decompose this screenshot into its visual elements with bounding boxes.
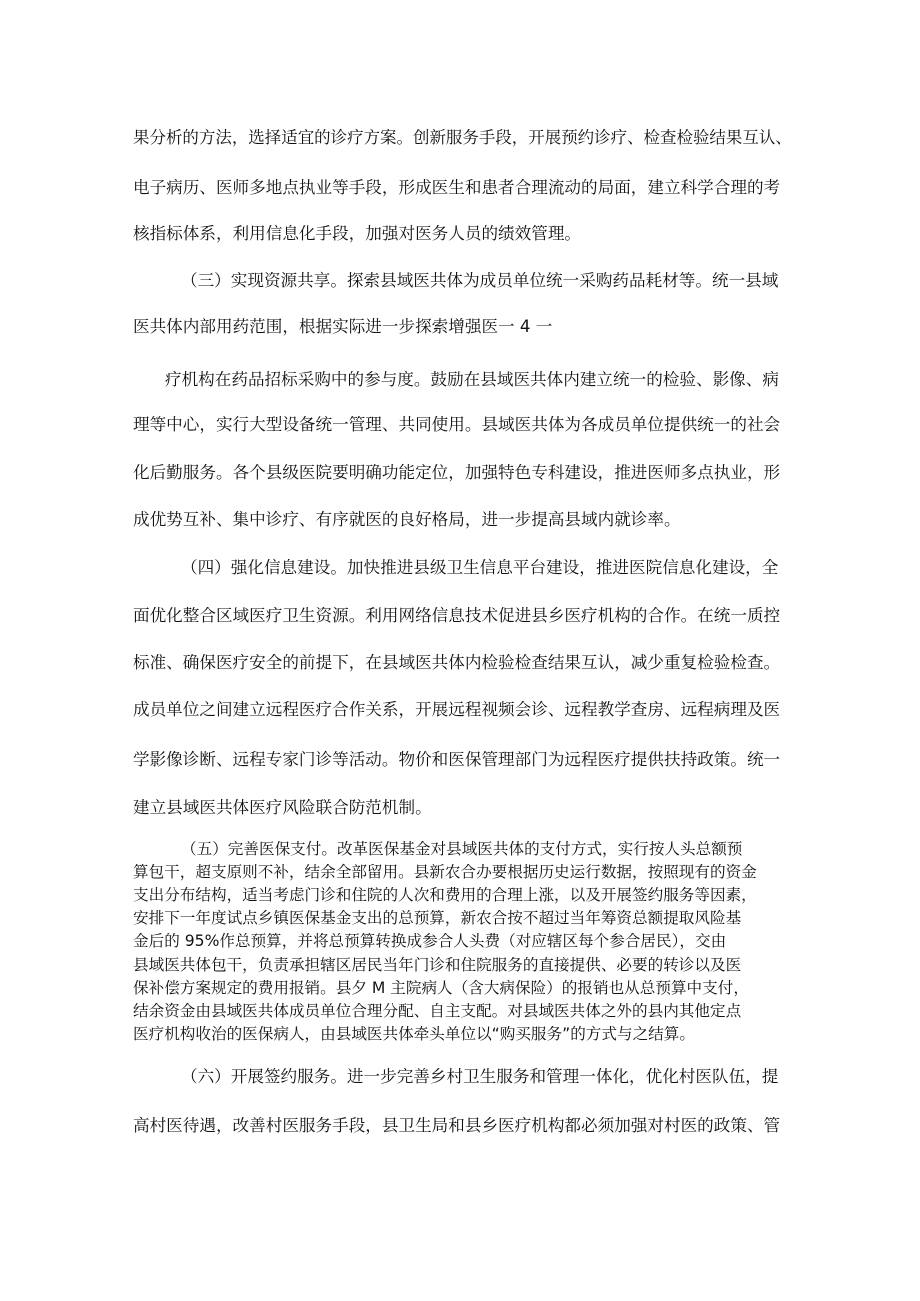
text-line: 理等中心，实行大型设备统一管理、共同使用。县域医共体为各成员单位提供统一的社会 <box>133 415 781 434</box>
text-line: 算包干，超支原则不补，结余全部留用。县新农合办要根据历史运行数据，按照现有的资金 <box>133 863 757 881</box>
text-line: 电子病历、医师多地点执业等手段，形成医生和患者合理流动的局面，建立科学合理的考 <box>133 178 781 197</box>
text-line: 化后勤服务。各个县级医院要明确功能定位，加强特色专科建设，推进医师多点执业，形 <box>133 463 781 482</box>
text-line: 成优势互补、集中诊疗、有序就医的良好格局，进一步提高县域内就诊率。 <box>133 510 681 529</box>
text-line: 标准、确保医疗安全的前提下，在县域医共体内检验检查结果互认，减少重复检验检查。 <box>133 653 781 672</box>
text-line: 核指标体系，利用信息化手段，加强对医务人员的绩效管理。 <box>133 224 582 243</box>
text-line: 疗机构在药品招标采购中的参与度。鼓励在县域医共体内建立统一的检验、影像、病 <box>165 370 779 389</box>
paragraph-3-start: （三）实现资源共享。探索县域医共体为成员单位统一采购药品耗材等。统一县域 <box>181 271 779 290</box>
text-line: 保补偿方案规定的费用报销。县夕 M 主院病人（含大病保险）的报销也从总预算中支付， <box>133 979 749 997</box>
text-line: 学影像诊断、远程专家门诊等活动。物价和医保管理部门为远程医疗提供扶持政策。统一 <box>133 750 781 769</box>
paragraph-6-start: （六）开展签约服务。进一步完善乡村卫生服务和管理一体化，优化村医队伍，提 <box>181 1067 779 1086</box>
text-line: 金后的 95%作总预算，并将总预算转换成参合人头费（对应辖区每个参合居民），交由 <box>133 932 727 950</box>
text-line: 医疗机构收治的医保病人，由县域医共体牵头单位以“购买服务”的方式与之结算。 <box>133 1025 695 1043</box>
text-line: 果分析的方法，选择适宜的诊疗方案。创新服务手段，开展预约诊疗、检查检验结果互认、 <box>133 128 792 147</box>
text-line: 成员单位之间建立远程医疗合作关系，开展远程视频会诊、远程教学查房、远程病理及医 <box>133 700 781 719</box>
text-line-with-page-number: 医共体内部用药范围，根据实际进一步探索增强医一 4 一 <box>133 317 553 336</box>
text-line: 高村医待遇，改善村医服务手段，县卫生局和县乡医疗机构都必须加强对村医的政策、管 <box>133 1116 781 1135</box>
text-line: 安排下一年度试点乡镇医保基金支出的总预算，新农合按不超过当年筹资总额提取风险基 <box>133 909 742 927</box>
text-line: 县域医共体包干，负责承担辖区居民当年门诊和住院服务的直接提供、必要的转诊以及医 <box>133 956 742 974</box>
text-line: 支出分布结构，适当考虑门诊和住院的人次和费用的合理上涨，以及开展签约服务等因素， <box>133 886 757 904</box>
paragraph-5-start: （五）完善医保支付。改革医保基金对县域医共体的支付方式，实行按人头总额预 <box>181 840 743 858</box>
text-line: 结余资金由县域医共体成员单位合理分配、自主支配。对县域医共体之外的县内其他定点 <box>133 1002 742 1020</box>
paragraph-4-start: （四）强化信息建设。加快推进县级卫生信息平台建设，推进医院信息化建设，全 <box>181 558 779 577</box>
text-line: 建立县域医共体医疗风险联合防范机制。 <box>133 798 432 817</box>
text-line: 面优化整合区域医疗卫生资源。利用网络信息技术促进县乡医疗机构的合作。在统一质控 <box>133 606 781 625</box>
